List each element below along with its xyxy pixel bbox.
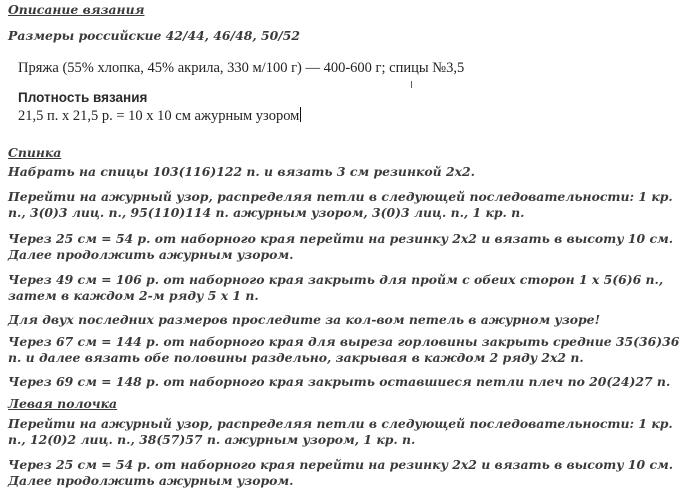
gauge-heading: Плотность вязания bbox=[18, 90, 148, 105]
left-front-paragraph: Перейти на ажурный узор, распределяя петли в следующей последовательности: 1 кр. п., 12(0)2 лиц. п., 38(57)57 п. ажурным узором, 1 кр. п. bbox=[8, 416, 673, 447]
section-heading-left-front: Левая полочка bbox=[8, 396, 118, 411]
back-paragraph: Через 25 см = 54 р. от наборного края перейти на резинку 2х2 и вязать в высоту 10 см. Далее продолжить ажурным узором. bbox=[8, 231, 674, 262]
back-paragraph: Через 67 см = 144 р. от наборного края для выреза горловины закрыть средние 35(36)36 п. и далее вязать обе половины раздельно, закрывая в каждом 2 ряду 2х2 п. bbox=[8, 334, 680, 365]
back-note: Для двух последних размеров проследите за кол-вом петель в ажурном узоре! bbox=[8, 312, 601, 327]
gauge-line[interactable] bbox=[18, 107, 690, 125]
left-front-paragraph: Через 25 см = 54 р. от наборного края перейти на резинку 2х2 и вязать в высоту 10 см. Далее продолжить ажурным узором. bbox=[8, 457, 674, 488]
text-caret bbox=[300, 107, 301, 122]
back-paragraph: Перейти на ажурный узор, распределяя петли в следующей последовательности: 1 кр. п., 3(0)3 лиц. п., 95(110)114 п. ажурным узором, 3(0)3 лиц. п., 1 кр. п. bbox=[8, 189, 673, 220]
document-title: Описание вязания bbox=[8, 2, 145, 17]
yarn-line: Пряжа (55% хлопка, 45% акрила, 330 м/100 г) — 400-600 г; спицы №3,5 bbox=[18, 60, 465, 76]
back-paragraph: Через 49 см = 106 р. от наборного края закрыть для пройм с обеих сторон 1 х 5(6)6 п., затем в каждом 2-м ряду 5 х 1 п. bbox=[8, 272, 664, 303]
back-paragraph: Через 69 см = 148 р. от наборного края закрыть оставшиеся петли плеч по 20(24)27 п. bbox=[8, 374, 671, 389]
section-heading-back: Спинка bbox=[8, 145, 62, 160]
gauge-text: 21,5 п. х 21,5 р. = 10 х 10 см ажурным узором bbox=[18, 108, 300, 124]
sizes-line: Размеры российские 42/44, 46/48, 50/52 bbox=[8, 28, 300, 43]
back-paragraph: Набрать на спицы 103(116)122 п. и вязать 3 см резинкой 2х2. bbox=[8, 164, 475, 179]
ibeam-cursor-icon: I bbox=[410, 80, 413, 91]
